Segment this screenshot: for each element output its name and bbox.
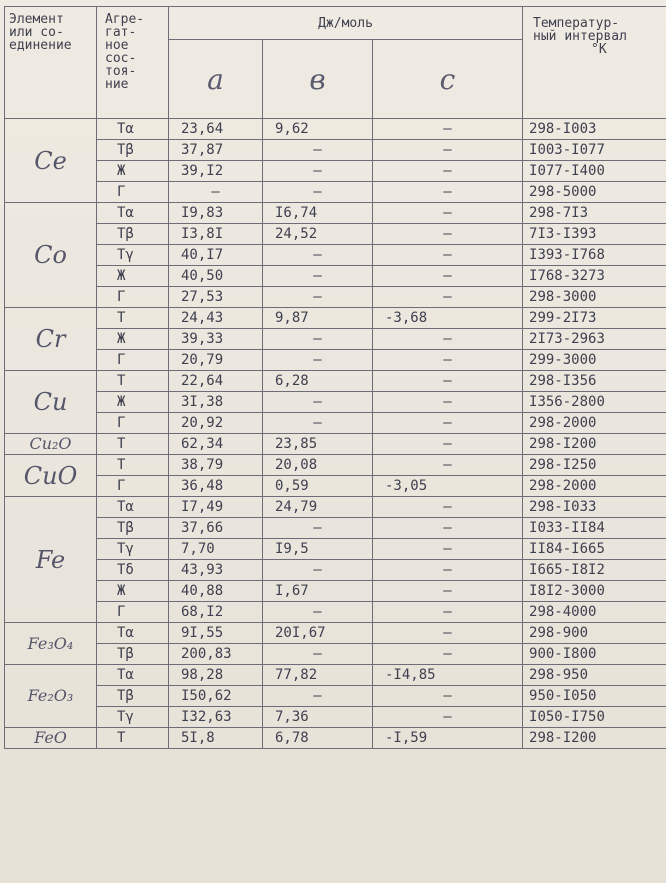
coef-b-cell: 9,87: [263, 308, 373, 329]
coef-b-cell: 77,82: [263, 665, 373, 686]
coef-c-cell: –: [373, 266, 523, 287]
coef-a-cell: 20,92: [169, 413, 263, 434]
element-formula: Cu₂O: [5, 434, 97, 455]
temperature-range-cell: I665-I8I2: [523, 560, 666, 581]
element-formula: Cr: [5, 308, 97, 371]
table-row: [5, 560, 666, 581]
coef-c-cell: –: [373, 224, 523, 245]
coef-b-cell: –: [263, 518, 373, 539]
temperature-range-cell: I050-I750: [523, 707, 666, 728]
phase-cell: Ж: [97, 161, 169, 182]
phase-cell: T: [97, 434, 169, 455]
coef-b-cell: 24,52: [263, 224, 373, 245]
coef-a-cell: 9I,55: [169, 623, 263, 644]
coef-b-cell: –: [263, 140, 373, 161]
coef-a-cell: 24,43: [169, 308, 263, 329]
coef-a-cell: 38,79: [169, 455, 263, 476]
coef-b-cell: 0,59: [263, 476, 373, 497]
temperature-range-cell: 298-3000: [523, 287, 666, 308]
header-aggregate-state: Агре- гат- ное сос- тоя- ние: [97, 7, 169, 119]
phase-cell: Г: [97, 602, 169, 623]
temperature-range-cell: II84-I665: [523, 539, 666, 560]
coef-a-cell: 37,87: [169, 140, 263, 161]
coef-c-cell: –: [373, 161, 523, 182]
coef-c-cell: –: [373, 497, 523, 518]
coef-c-cell: –: [373, 203, 523, 224]
header-temperature-range: Температур- ный интервал °K: [523, 7, 666, 119]
phase-cell: Tδ: [97, 560, 169, 581]
temperature-range-cell: 298-I250: [523, 455, 666, 476]
coef-b-cell: –: [263, 413, 373, 434]
table-row: [5, 602, 666, 623]
temperature-range-cell: 298-2000: [523, 476, 666, 497]
header-coef-c: c: [373, 40, 523, 119]
coef-c-cell: –: [373, 602, 523, 623]
temperature-range-cell: 298-950: [523, 665, 666, 686]
temperature-range-cell: 7I3-I393: [523, 224, 666, 245]
phase-cell: Ж: [97, 581, 169, 602]
coef-c-cell: –: [373, 686, 523, 707]
element-formula: Ce: [5, 119, 97, 203]
table-row: [5, 455, 666, 476]
coef-a-cell: 62,34: [169, 434, 263, 455]
coef-c-cell: –: [373, 140, 523, 161]
coef-c-cell: –: [373, 329, 523, 350]
table-row: [5, 245, 666, 266]
coef-a-cell: 98,28: [169, 665, 263, 686]
phase-cell: Г: [97, 350, 169, 371]
coef-b-cell: 7,36: [263, 707, 373, 728]
coef-b-cell: I9,5: [263, 539, 373, 560]
coef-a-cell: 200,83: [169, 644, 263, 665]
coef-b-cell: 20,08: [263, 455, 373, 476]
element-formula: CuO: [5, 455, 97, 497]
coef-b-cell: –: [263, 287, 373, 308]
phase-cell: Г: [97, 413, 169, 434]
temperature-range-cell: 298-I356: [523, 371, 666, 392]
phase-cell: Tα: [97, 119, 169, 140]
coef-b-cell: –: [263, 266, 373, 287]
phase-cell: Tγ: [97, 539, 169, 560]
coef-a-cell: I7,49: [169, 497, 263, 518]
coef-a-cell: 40,88: [169, 581, 263, 602]
temperature-range-cell: 298-I033: [523, 497, 666, 518]
table-row: [5, 224, 666, 245]
temperature-range-cell: I356-2800: [523, 392, 666, 413]
table-row: [5, 119, 666, 140]
phase-cell: T: [97, 455, 169, 476]
coef-a-cell: 37,66: [169, 518, 263, 539]
coef-b-cell: 23,85: [263, 434, 373, 455]
table-row: [5, 539, 666, 560]
coef-a-cell: I50,62: [169, 686, 263, 707]
table-row: [5, 728, 666, 749]
phase-cell: T: [97, 308, 169, 329]
coef-c-cell: –: [373, 287, 523, 308]
coef-a-cell: I32,63: [169, 707, 263, 728]
header-element: Элемент или со- единение: [5, 7, 97, 119]
coef-b-cell: –: [263, 245, 373, 266]
temperature-range-cell: 298-I003: [523, 119, 666, 140]
coef-b-cell: 24,79: [263, 497, 373, 518]
temperature-range-cell: 298-2000: [523, 413, 666, 434]
temperature-range-cell: 2I73-2963: [523, 329, 666, 350]
table-row: [5, 182, 666, 203]
coef-b-cell: I,67: [263, 581, 373, 602]
coef-b-cell: –: [263, 392, 373, 413]
temperature-range-cell: 298-7I3: [523, 203, 666, 224]
table-row: [5, 644, 666, 665]
coef-c-cell: –: [373, 245, 523, 266]
table-row: [5, 686, 666, 707]
table-row: [5, 161, 666, 182]
coef-a-cell: 22,64: [169, 371, 263, 392]
coef-b-cell: –: [263, 350, 373, 371]
temperature-range-cell: 298-I200: [523, 728, 666, 749]
temperature-range-cell: 298-900: [523, 623, 666, 644]
coef-b-cell: 20I,67: [263, 623, 373, 644]
phase-cell: Tα: [97, 623, 169, 644]
coef-c-cell: -I4,85: [373, 665, 523, 686]
coef-c-cell: –: [373, 560, 523, 581]
coef-c-cell: –: [373, 119, 523, 140]
coef-b-cell: I6,74: [263, 203, 373, 224]
coef-b-cell: –: [263, 161, 373, 182]
coef-b-cell: –: [263, 602, 373, 623]
temperature-range-cell: I077-I400: [523, 161, 666, 182]
header-coef-b: в: [263, 40, 373, 119]
table-row: [5, 266, 666, 287]
coef-a-cell: –: [169, 182, 263, 203]
coef-a-cell: 39,I2: [169, 161, 263, 182]
table-row: [5, 350, 666, 371]
coef-a-cell: 7,70: [169, 539, 263, 560]
coef-a-cell: 40,I7: [169, 245, 263, 266]
temperature-range-cell: I033-II84: [523, 518, 666, 539]
coef-a-cell: 20,79: [169, 350, 263, 371]
coef-b-cell: 6,28: [263, 371, 373, 392]
temperature-range-cell: 299-2I73: [523, 308, 666, 329]
coef-a-cell: 23,64: [169, 119, 263, 140]
phase-cell: Г: [97, 287, 169, 308]
phase-cell: Tβ: [97, 686, 169, 707]
element-formula: Fe₃O₄: [5, 623, 97, 665]
temperature-range-cell: 298-I200: [523, 434, 666, 455]
table-row: [5, 371, 666, 392]
coef-c-cell: -3,68: [373, 308, 523, 329]
element-formula: Co: [5, 203, 97, 308]
coef-c-cell: –: [373, 623, 523, 644]
coef-c-cell: –: [373, 182, 523, 203]
table-row: [5, 287, 666, 308]
coef-b-cell: –: [263, 329, 373, 350]
coef-c-cell: –: [373, 644, 523, 665]
phase-cell: T: [97, 371, 169, 392]
temperature-range-cell: I768-3273: [523, 266, 666, 287]
phase-cell: Tβ: [97, 224, 169, 245]
phase-cell: Tγ: [97, 245, 169, 266]
table-body: [5, 119, 666, 749]
coef-c-cell: –: [373, 434, 523, 455]
heat-capacity-table: [4, 6, 666, 749]
table-row: [5, 518, 666, 539]
table-row: [5, 665, 666, 686]
coef-c-cell: –: [373, 707, 523, 728]
temperature-range-cell: 299-3000: [523, 350, 666, 371]
coef-c-cell: –: [373, 518, 523, 539]
coef-b-cell: –: [263, 644, 373, 665]
coef-b-cell: –: [263, 686, 373, 707]
temperature-range-cell: 298-5000: [523, 182, 666, 203]
coef-b-cell: 6,78: [263, 728, 373, 749]
element-formula: FeO: [5, 728, 97, 749]
element-formula: Fe: [5, 497, 97, 623]
temperature-range-cell: I393-I768: [523, 245, 666, 266]
coef-a-cell: 40,50: [169, 266, 263, 287]
phase-cell: Ж: [97, 329, 169, 350]
coef-c-cell: –: [373, 581, 523, 602]
phase-cell: Tα: [97, 665, 169, 686]
table-row: [5, 476, 666, 497]
phase-cell: Tγ: [97, 707, 169, 728]
table-row: [5, 434, 666, 455]
temperature-range-cell: I003-I077: [523, 140, 666, 161]
phase-cell: Tα: [97, 497, 169, 518]
coef-c-cell: –: [373, 371, 523, 392]
element-formula: Fe₂O₃: [5, 665, 97, 728]
phase-cell: Ж: [97, 266, 169, 287]
table-row: [5, 581, 666, 602]
table-row: [5, 623, 666, 644]
phase-cell: Tβ: [97, 644, 169, 665]
temperature-range-cell: 950-I050: [523, 686, 666, 707]
temperature-range-cell: 298-4000: [523, 602, 666, 623]
table-row: [5, 308, 666, 329]
coef-b-cell: –: [263, 182, 373, 203]
coef-a-cell: 39,33: [169, 329, 263, 350]
table-row: [5, 140, 666, 161]
coef-a-cell: I3,8I: [169, 224, 263, 245]
header-units: Дж/моль: [169, 7, 523, 40]
coef-c-cell: –: [373, 413, 523, 434]
table-row: [5, 203, 666, 224]
phase-cell: Tα: [97, 203, 169, 224]
table-row: [5, 329, 666, 350]
table-header: [5, 7, 666, 119]
phase-cell: Г: [97, 476, 169, 497]
table-row: [5, 497, 666, 518]
coef-c-cell: –: [373, 455, 523, 476]
coef-a-cell: 27,53: [169, 287, 263, 308]
coef-c-cell: –: [373, 392, 523, 413]
phase-cell: T: [97, 728, 169, 749]
coef-c-cell: -I,59: [373, 728, 523, 749]
coef-a-cell: 68,I2: [169, 602, 263, 623]
coef-b-cell: 9,62: [263, 119, 373, 140]
phase-cell: Г: [97, 182, 169, 203]
table-row: [5, 392, 666, 413]
coef-c-cell: –: [373, 350, 523, 371]
coef-a-cell: 36,48: [169, 476, 263, 497]
header-coef-a: a: [169, 40, 263, 119]
table-row: [5, 413, 666, 434]
phase-cell: Ж: [97, 392, 169, 413]
temperature-range-cell: 900-I800: [523, 644, 666, 665]
element-formula: Cu: [5, 371, 97, 434]
phase-cell: Tβ: [97, 140, 169, 161]
coef-b-cell: –: [263, 560, 373, 581]
coef-a-cell: 5I,8: [169, 728, 263, 749]
coef-a-cell: 3I,38: [169, 392, 263, 413]
coef-c-cell: –: [373, 539, 523, 560]
phase-cell: Tβ: [97, 518, 169, 539]
coef-c-cell: -3,05: [373, 476, 523, 497]
coef-a-cell: I9,83: [169, 203, 263, 224]
coef-a-cell: 43,93: [169, 560, 263, 581]
table-row: [5, 707, 666, 728]
temperature-range-cell: I8I2-3000: [523, 581, 666, 602]
